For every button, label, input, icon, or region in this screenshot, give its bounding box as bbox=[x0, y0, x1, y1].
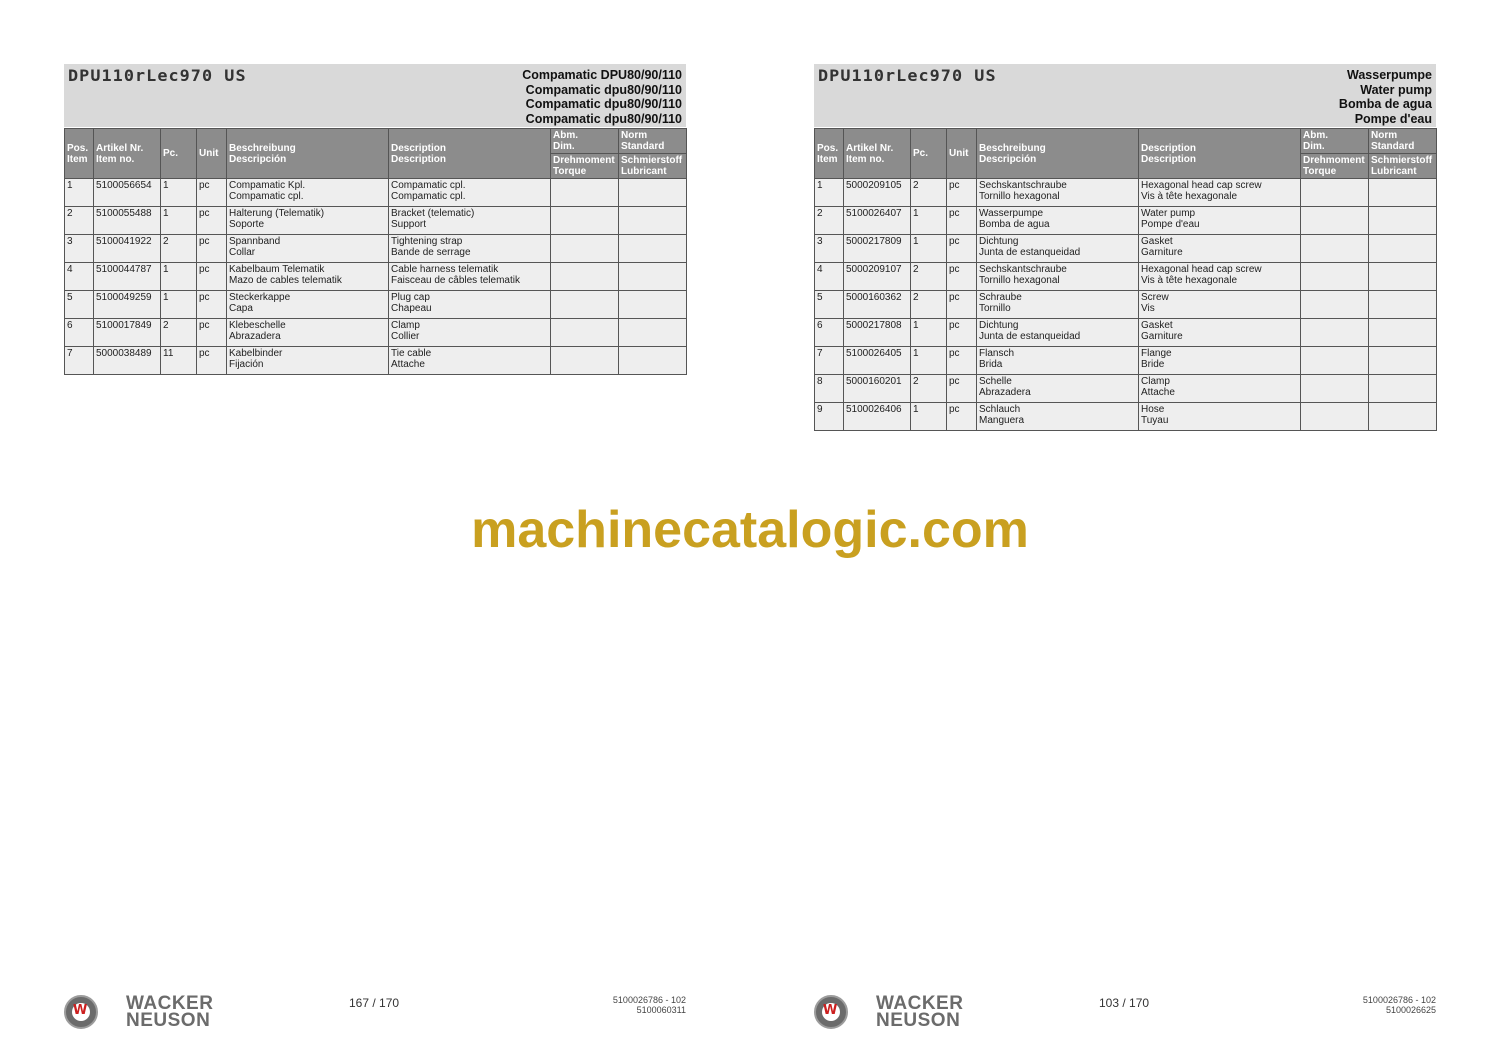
wacker-neuson-logo-icon: W bbox=[814, 995, 848, 1029]
cell-dim-torque bbox=[551, 347, 619, 375]
page-number: 167 / 170 bbox=[349, 996, 400, 1010]
cell-dim-torque bbox=[1301, 179, 1369, 207]
cell-pc: 2 bbox=[911, 179, 947, 207]
cell-dim-torque bbox=[1301, 319, 1369, 347]
table-row bbox=[815, 207, 1437, 235]
col-norm: Norm Standard bbox=[1369, 129, 1437, 154]
title-fr: Compamatic dpu80/90/110 bbox=[525, 111, 682, 126]
table-row bbox=[815, 235, 1437, 263]
cell-dim-torque bbox=[1301, 347, 1369, 375]
cell-unit: pc bbox=[947, 347, 977, 375]
cell-norm-lubricant bbox=[619, 235, 687, 263]
cell-pc: 1 bbox=[911, 235, 947, 263]
cell-beschreibung: Sechskantschraube Tornillo hexagonal bbox=[977, 179, 1139, 207]
cell-unit: pc bbox=[947, 235, 977, 263]
cell-description: Hose Tuyau bbox=[1139, 403, 1301, 431]
cell-pc: 2 bbox=[911, 375, 947, 403]
cell-pc: 1 bbox=[161, 291, 197, 319]
cell-article-no: 5100044787 bbox=[94, 263, 161, 291]
title-en: Compamatic dpu80/90/110 bbox=[525, 82, 682, 97]
wacker-neuson-logo-icon: W bbox=[64, 995, 98, 1029]
document-reference: 5100026786 - 102 5100026625 bbox=[1362, 995, 1436, 1015]
col-pc: Pc. bbox=[161, 129, 197, 179]
col-norm: Norm Standard bbox=[619, 129, 687, 154]
brand-name: WACKER NEUSON bbox=[126, 993, 214, 1031]
table-row bbox=[65, 235, 687, 263]
cell-unit: pc bbox=[197, 179, 227, 207]
cell-beschreibung: Schelle Abrazadera bbox=[977, 375, 1139, 403]
table-row bbox=[815, 179, 1437, 207]
table-row bbox=[65, 179, 687, 207]
cell-pos: 3 bbox=[65, 235, 94, 263]
watermark: machinecatalogic.com bbox=[471, 501, 1029, 559]
cell-unit: pc bbox=[947, 263, 977, 291]
cell-pos: 6 bbox=[65, 319, 94, 347]
cell-unit: pc bbox=[197, 235, 227, 263]
cell-norm-lubricant bbox=[619, 347, 687, 375]
cell-pc: 2 bbox=[161, 235, 197, 263]
cell-pos: 7 bbox=[65, 347, 94, 375]
cell-description: Screw Vis bbox=[1139, 291, 1301, 319]
cell-unit: pc bbox=[197, 347, 227, 375]
cell-pc: 1 bbox=[911, 319, 947, 347]
cell-pos: 1 bbox=[65, 179, 94, 207]
col-unit: Unit bbox=[947, 129, 977, 179]
table-row bbox=[815, 319, 1437, 347]
parts-table bbox=[814, 128, 1437, 431]
cell-description: Gasket Garniture bbox=[1139, 235, 1301, 263]
cell-dim-torque bbox=[551, 207, 619, 235]
cell-article-no: 5100055488 bbox=[94, 207, 161, 235]
cell-pos: 4 bbox=[65, 263, 94, 291]
col-pc: Pc. bbox=[911, 129, 947, 179]
cell-pos: 9 bbox=[815, 403, 844, 431]
cell-article-no: 5100026407 bbox=[844, 207, 911, 235]
cell-article-no: 5100056654 bbox=[94, 179, 161, 207]
cell-beschreibung: Wasserpumpe Bomba de agua bbox=[977, 207, 1139, 235]
cell-pos: 2 bbox=[815, 207, 844, 235]
cell-article-no: 5000038489 bbox=[94, 347, 161, 375]
document-reference: 5100026786 - 102 5100060311 bbox=[612, 995, 686, 1015]
table-row bbox=[65, 207, 687, 235]
cell-norm-lubricant bbox=[1369, 207, 1437, 235]
cell-description: Flange Bride bbox=[1139, 347, 1301, 375]
cell-beschreibung: Kabelbinder Fijación bbox=[227, 347, 389, 375]
cell-norm-lubricant bbox=[1369, 179, 1437, 207]
cell-norm-lubricant bbox=[619, 179, 687, 207]
cell-article-no: 5100017849 bbox=[94, 319, 161, 347]
cell-dim-torque bbox=[551, 291, 619, 319]
cell-pc: 2 bbox=[911, 263, 947, 291]
cell-norm-lubricant bbox=[619, 207, 687, 235]
col-torque: Drehmoment Torque bbox=[1301, 154, 1369, 179]
cell-pos: 8 bbox=[815, 375, 844, 403]
cell-description: Bracket (telematic) Support bbox=[389, 207, 551, 235]
cell-unit: pc bbox=[197, 319, 227, 347]
cell-pos: 5 bbox=[815, 291, 844, 319]
cell-article-no: 5100026406 bbox=[844, 403, 911, 431]
table-row bbox=[815, 263, 1437, 291]
col-pos: Pos. Item bbox=[65, 129, 94, 179]
cell-unit: pc bbox=[197, 207, 227, 235]
col-article: Artikel Nr. Item no. bbox=[94, 129, 161, 179]
col-article: Artikel Nr. Item no. bbox=[844, 129, 911, 179]
cell-pc: 2 bbox=[911, 291, 947, 319]
cell-unit: pc bbox=[947, 179, 977, 207]
cell-article-no: 5100041922 bbox=[94, 235, 161, 263]
table-row bbox=[815, 347, 1437, 375]
title-de: Wasserpumpe bbox=[1347, 68, 1432, 82]
model-name: DPU110rLec970 US bbox=[818, 66, 997, 85]
cell-description: Clamp Collier bbox=[389, 319, 551, 347]
table-row bbox=[65, 263, 687, 291]
cell-dim-torque bbox=[1301, 207, 1369, 235]
cell-norm-lubricant bbox=[1369, 319, 1437, 347]
title-en: Water pump bbox=[1360, 82, 1432, 97]
cell-pc: 1 bbox=[161, 263, 197, 291]
cell-unit: pc bbox=[947, 403, 977, 431]
cell-dim-torque bbox=[1301, 235, 1369, 263]
parts-table bbox=[64, 128, 687, 375]
cell-description: Gasket Garniture bbox=[1139, 319, 1301, 347]
cell-beschreibung: Dichtung Junta de estanqueidad bbox=[977, 319, 1139, 347]
cell-dim-torque bbox=[1301, 263, 1369, 291]
cell-description: Tie cable Attache bbox=[389, 347, 551, 375]
cell-beschreibung: Klebeschelle Abrazadera bbox=[227, 319, 389, 347]
cell-norm-lubricant bbox=[1369, 347, 1437, 375]
title-de: Compamatic DPU80/90/110 bbox=[522, 68, 682, 82]
cell-article-no: 5000217808 bbox=[844, 319, 911, 347]
cell-beschreibung: Dichtung Junta de estanqueidad bbox=[977, 235, 1139, 263]
cell-unit: pc bbox=[947, 375, 977, 403]
table-row bbox=[815, 291, 1437, 319]
cell-pos: 6 bbox=[815, 319, 844, 347]
cell-beschreibung: Sechskantschraube Tornillo hexagonal bbox=[977, 263, 1139, 291]
cell-article-no: 5100026405 bbox=[844, 347, 911, 375]
cell-description: Water pump Pompe d'eau bbox=[1139, 207, 1301, 235]
cell-pos: 4 bbox=[815, 263, 844, 291]
col-lubricant: Schmierstoff Lubricant bbox=[619, 154, 687, 179]
cell-norm-lubricant bbox=[1369, 291, 1437, 319]
cell-unit: pc bbox=[947, 207, 977, 235]
cell-description: Cable harness telematik Faisceau de câbles telematik bbox=[389, 263, 551, 291]
cell-dim-torque bbox=[551, 235, 619, 263]
col-unit: Unit bbox=[197, 129, 227, 179]
cell-article-no: 5000209105 bbox=[844, 179, 911, 207]
cell-dim-torque bbox=[551, 319, 619, 347]
cell-article-no: 5000209107 bbox=[844, 263, 911, 291]
cell-pos: 3 bbox=[815, 235, 844, 263]
cell-beschreibung: Flansch Brida bbox=[977, 347, 1139, 375]
col-description: Description Description bbox=[389, 129, 551, 179]
col-beschreibung: Beschreibung Descripción bbox=[977, 129, 1139, 179]
cell-pc: 1 bbox=[911, 347, 947, 375]
model-name: DPU110rLec970 US bbox=[68, 66, 247, 85]
title-bar bbox=[64, 64, 686, 127]
cell-norm-lubricant bbox=[619, 263, 687, 291]
cell-dim-torque bbox=[1301, 403, 1369, 431]
section-titles bbox=[522, 68, 682, 126]
page-number: 103 / 170 bbox=[1099, 996, 1150, 1010]
cell-pc: 1 bbox=[161, 207, 197, 235]
cell-pc: 1 bbox=[161, 179, 197, 207]
table-row bbox=[815, 375, 1437, 403]
cell-norm-lubricant bbox=[619, 291, 687, 319]
cell-beschreibung: Spannband Collar bbox=[227, 235, 389, 263]
col-pos: Pos. Item bbox=[815, 129, 844, 179]
brand-logo bbox=[814, 995, 974, 1035]
title-bar bbox=[814, 64, 1436, 127]
cell-unit: pc bbox=[197, 263, 227, 291]
cell-beschreibung: Halterung (Telematik) Soporte bbox=[227, 207, 389, 235]
cell-unit: pc bbox=[197, 291, 227, 319]
cell-norm-lubricant bbox=[1369, 235, 1437, 263]
cell-description: Hexagonal head cap screw Vis à tête hexagonale bbox=[1139, 263, 1301, 291]
title-es: Compamatic dpu80/90/110 bbox=[525, 97, 682, 112]
cell-article-no: 5100049259 bbox=[94, 291, 161, 319]
table-row bbox=[65, 347, 687, 375]
brand-name: WACKER NEUSON bbox=[876, 993, 964, 1031]
cell-pc: 1 bbox=[911, 207, 947, 235]
title-fr: Pompe d'eau bbox=[1354, 111, 1432, 126]
cell-article-no: 5000217809 bbox=[844, 235, 911, 263]
col-torque: Drehmoment Torque bbox=[551, 154, 619, 179]
cell-pc: 1 bbox=[911, 403, 947, 431]
col-dim: Abm. Dim. bbox=[551, 129, 619, 154]
section-titles bbox=[1339, 68, 1432, 126]
col-lubricant: Schmierstoff Lubricant bbox=[1369, 154, 1437, 179]
cell-dim-torque bbox=[1301, 375, 1369, 403]
cell-beschreibung: Compamatic Kpl. Compamatic cpl. bbox=[227, 179, 389, 207]
table-row bbox=[815, 403, 1437, 431]
cell-pos: 2 bbox=[65, 207, 94, 235]
cell-dim-torque bbox=[551, 179, 619, 207]
cell-norm-lubricant bbox=[619, 319, 687, 347]
col-beschreibung: Beschreibung Descripción bbox=[227, 129, 389, 179]
cell-article-no: 5000160362 bbox=[844, 291, 911, 319]
cell-description: Compamatic cpl. Compamatic cpl. bbox=[389, 179, 551, 207]
cell-pos: 7 bbox=[815, 347, 844, 375]
cell-norm-lubricant bbox=[1369, 375, 1437, 403]
cell-dim-torque bbox=[1301, 291, 1369, 319]
cell-norm-lubricant bbox=[1369, 403, 1437, 431]
cell-pos: 5 bbox=[65, 291, 94, 319]
cell-beschreibung: Schlauch Manguera bbox=[977, 403, 1139, 431]
cell-description: Hexagonal head cap screw Vis à tête hexagonale bbox=[1139, 179, 1301, 207]
cell-pc: 2 bbox=[161, 319, 197, 347]
cell-pc: 11 bbox=[161, 347, 197, 375]
cell-unit: pc bbox=[947, 291, 977, 319]
col-dim: Abm. Dim. bbox=[1301, 129, 1369, 154]
cell-unit: pc bbox=[947, 319, 977, 347]
cell-description: Plug cap Chapeau bbox=[389, 291, 551, 319]
col-description: Description Description bbox=[1139, 129, 1301, 179]
cell-beschreibung: Kabelbaum Telematik Mazo de cables telematik bbox=[227, 263, 389, 291]
cell-dim-torque bbox=[551, 263, 619, 291]
cell-beschreibung: Steckerkappe Capa bbox=[227, 291, 389, 319]
table-row bbox=[65, 291, 687, 319]
cell-article-no: 5000160201 bbox=[844, 375, 911, 403]
title-es: Bomba de agua bbox=[1338, 97, 1432, 112]
cell-description: Clamp Attache bbox=[1139, 375, 1301, 403]
cell-description: Tightening strap Bande de serrage bbox=[389, 235, 551, 263]
cell-pos: 1 bbox=[815, 179, 844, 207]
cell-norm-lubricant bbox=[1369, 263, 1437, 291]
brand-logo bbox=[64, 995, 224, 1035]
table-row bbox=[65, 319, 687, 347]
cell-beschreibung: Schraube Tornillo bbox=[977, 291, 1139, 319]
